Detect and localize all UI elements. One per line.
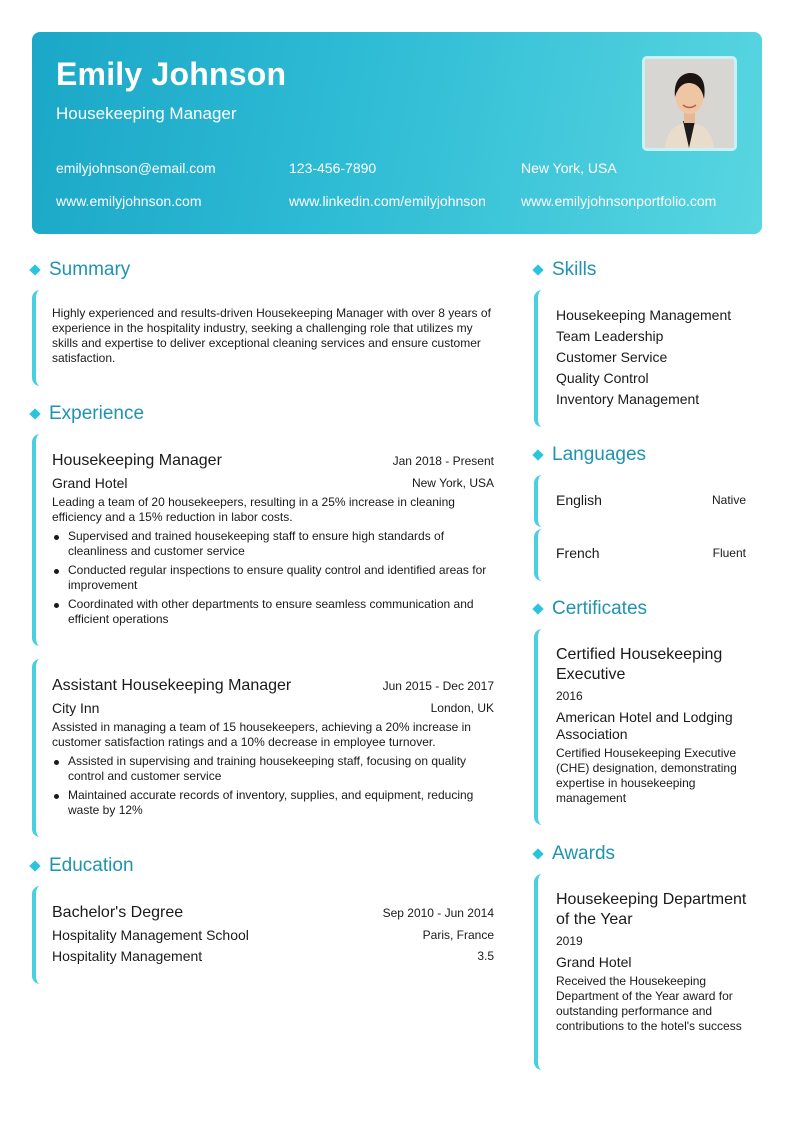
education-dates: Sep 2010 - Jun 2014 — [382, 906, 494, 920]
language-level: Fluent — [712, 546, 746, 560]
email-link[interactable]: emilyjohnson@email.com — [56, 160, 216, 176]
job-dates: Jan 2018 - Present — [392, 454, 494, 468]
language-item — [534, 529, 762, 581]
languages-heading — [534, 444, 646, 466]
language-name: English — [556, 492, 602, 508]
education-entry — [32, 886, 498, 984]
school-location: Paris, France — [422, 928, 494, 942]
job-bullet: Conducted regular inspections to ensure quality control and identified areas for improvement — [52, 563, 492, 593]
awards-heading — [534, 843, 615, 865]
job-location: New York, USA — [411, 476, 494, 490]
job-bullet: Coordinated with other departments to ensure seamless communication and efficient operations — [52, 597, 492, 627]
job-bullet: Maintained accurate records of inventory, supplies, and equipment, reducing waste by 12% — [52, 788, 492, 818]
avatar-icon — [645, 59, 734, 148]
skill-item: Customer Service — [556, 349, 668, 365]
job-location: London, UK — [430, 701, 494, 715]
job-entry — [32, 434, 498, 646]
summary-block — [32, 290, 498, 386]
education-heading — [31, 855, 134, 877]
award-year: 2019 — [556, 934, 583, 948]
skills-block — [534, 290, 762, 427]
diamond-icon — [29, 860, 40, 871]
job-company: City Inn — [52, 700, 100, 716]
award-entry — [534, 874, 762, 1070]
job-role: Housekeeping Manager — [52, 452, 222, 469]
job-dates: Jun 2015 - Dec 2017 — [382, 679, 494, 693]
job-description: Leading a team of 20 housekeepers, resulting in a 25% increase in cleaning efficiency and a 15% reduction in labor costs. — [52, 495, 455, 524]
gpa: 3.5 — [477, 949, 494, 963]
job-role: Assistant Housekeeping Manager — [52, 677, 292, 694]
award-description: Received the Housekeeping Department of the Year award for outstanding performance and contributions to the hotel's success — [556, 974, 742, 1033]
skill-item: Quality Control — [556, 370, 649, 386]
candidate-name: Emily Johnson — [56, 56, 287, 92]
diamond-icon — [532, 264, 543, 275]
certificate-entry — [534, 629, 762, 825]
award-name: Housekeeping Department of the Year — [556, 891, 747, 928]
job-bullet: Assisted in supervising and training housekeeping staff, focusing on quality control and customer service — [52, 754, 492, 784]
resume-header — [32, 32, 762, 234]
school-name: Hospitality Management School — [52, 927, 249, 943]
job-bullet: Supervised and trained housekeeping staff to ensure high standards of cleanliness and customer service — [52, 529, 492, 559]
job-entry — [32, 659, 498, 837]
certificate-issuer: American Hotel and Lodging Association — [556, 709, 733, 742]
skills-heading — [534, 259, 596, 281]
summary-heading-text: Summary — [49, 259, 131, 280]
certificate-year: 2016 — [556, 689, 583, 703]
location-text: New York, USA — [521, 160, 617, 176]
summary-text: Highly experienced and results-driven Housekeeping Manager with over 8 years of experience in the hospitality industry, seeking a challenging role that utilizes my skills and expertise to deliver exceptional cleaning services and ensure customer satisfaction. — [52, 306, 491, 365]
skill-item: Team Leadership — [556, 328, 664, 344]
certificates-heading-text: Certificates — [552, 598, 648, 619]
phone-number[interactable]: 123-456-7890 — [289, 160, 377, 176]
degree: Bachelor's Degree — [52, 904, 184, 921]
website-link[interactable]: www.emilyjohnson.com — [56, 193, 202, 209]
skills-heading-text: Skills — [552, 259, 597, 280]
awards-heading-text: Awards — [552, 843, 616, 864]
experience-heading — [31, 403, 144, 425]
education-heading-text: Education — [49, 855, 134, 876]
diamond-icon — [29, 264, 40, 275]
diamond-icon — [532, 603, 543, 614]
language-name: French — [556, 545, 600, 561]
portfolio-link[interactable]: www.emilyjohnsonportfolio.com — [521, 193, 717, 209]
languages-heading-text: Languages — [552, 444, 647, 465]
language-item — [534, 475, 762, 527]
certificate-name: Certified Housekeeping Executive — [556, 646, 723, 683]
linkedin-link[interactable]: www.linkedin.com/emilyjohnson — [289, 193, 486, 209]
diamond-icon — [29, 408, 40, 419]
field-of-study: Hospitality Management — [52, 948, 203, 964]
certificates-heading — [534, 598, 647, 620]
diamond-icon — [532, 848, 543, 859]
summary-heading — [31, 259, 130, 281]
award-issuer: Grand Hotel — [556, 954, 632, 970]
job-company: Grand Hotel — [52, 475, 128, 491]
profile-photo — [642, 56, 737, 151]
job-description: Assisted in managing a team of 15 housekeepers, achieving a 20% increase in customer satisfaction ratings and a 10% decrease in employee turnover. — [52, 720, 471, 749]
candidate-title: Housekeeping Manager — [56, 104, 237, 123]
language-level: Native — [711, 493, 746, 507]
experience-heading-text: Experience — [49, 403, 145, 424]
certificate-description: Certified Housekeeping Executive (CHE) designation, demonstrating expertise in housekeeping management — [556, 746, 737, 805]
diamond-icon — [532, 449, 543, 460]
skill-item: Housekeeping Management — [556, 307, 732, 323]
skill-item: Inventory Management — [556, 391, 700, 407]
